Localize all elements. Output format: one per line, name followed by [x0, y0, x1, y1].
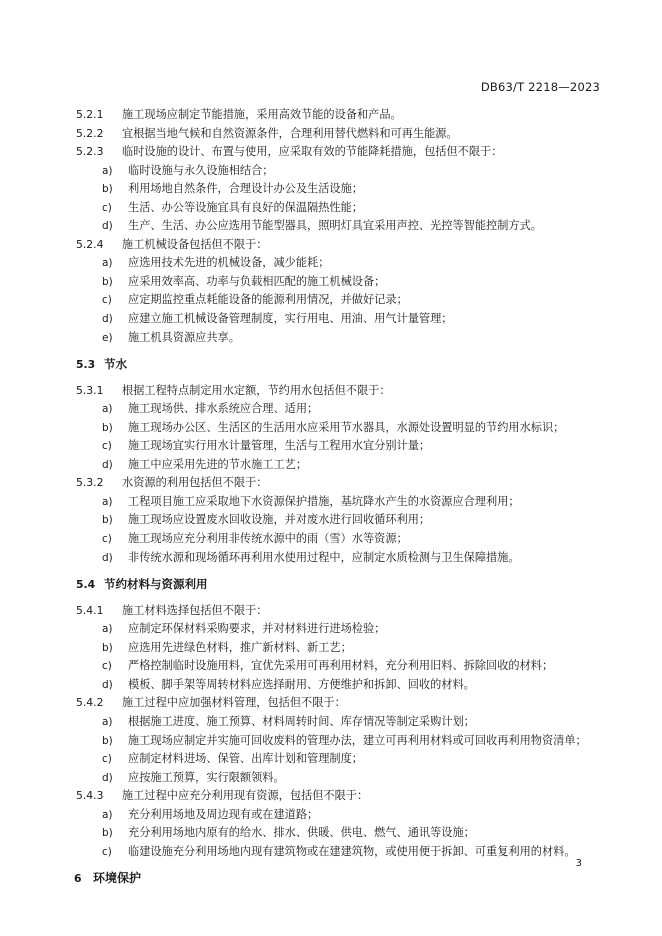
text: 施工中应采用先进的节水施工工艺；	[128, 457, 308, 471]
item-label: a)	[102, 808, 113, 821]
clause-number: 5.3	[76, 358, 96, 372]
text: 临建设施充分利用场地内现有建筑物或在建建筑物，或使用便于拆卸、可重复利用的材料。	[128, 844, 576, 858]
text: 生活、办公等设施宜具有良好的保温隔热性能；	[128, 200, 363, 214]
clause-number: 5.2.2	[76, 126, 104, 140]
item-label: b)	[102, 275, 113, 288]
clause-number: 5.4.3	[76, 789, 104, 803]
list-item	[76, 273, 616, 292]
text: 根据施工进度、施工预算、材料周转时间、库存情况等制定采购计划；	[128, 714, 475, 728]
text: 充分利用场地内原有的给水、排水、供暖、供电、燃气、通讯等设施；	[128, 826, 475, 840]
list-item	[76, 824, 616, 843]
item-label: c)	[102, 660, 112, 673]
spacer	[76, 861, 616, 869]
item-label: b)	[102, 421, 113, 434]
item-label: b)	[102, 827, 113, 840]
list-item	[76, 310, 616, 329]
text: 节水	[104, 357, 127, 372]
item-label: d)	[102, 458, 113, 471]
text: 施工现场应充分利用非传统水源中的雨（雪）水等资源；	[128, 532, 408, 546]
text: 施工现场应设置废水回收设施，并对废水进行回收循环利用；	[128, 513, 431, 527]
item-label: c)	[102, 201, 112, 214]
list-item	[76, 732, 616, 751]
text: 水资源的利用包括但不限于：	[122, 476, 268, 490]
document-code-header: DB63/T 2218—2023	[480, 80, 600, 94]
list-item	[76, 291, 616, 310]
item-label: c)	[102, 753, 112, 766]
item-label: e)	[102, 331, 113, 344]
text: 应定期监控重点耗能设备的能源利用情况，并做好记录；	[128, 293, 408, 307]
text: 环境保护	[93, 871, 142, 886]
clause-number: 5.4.1	[76, 603, 104, 617]
list-item	[76, 530, 616, 549]
list-item	[76, 437, 616, 456]
list-item	[76, 456, 616, 475]
list-item	[76, 217, 616, 236]
item-label: d)	[102, 313, 113, 326]
clause-number: 5.2.3	[76, 145, 104, 159]
list-item	[76, 620, 616, 639]
clause	[76, 236, 616, 255]
item-label: d)	[102, 678, 113, 691]
list-item	[76, 639, 616, 658]
text: 非传统水源和现场循环再利用水使用过程中，应制定水质检测与卫生保障措施。	[128, 550, 520, 564]
item-label: b)	[102, 641, 113, 654]
list-item	[76, 511, 616, 530]
clause-number: 5.3.2	[76, 476, 104, 490]
list-item	[76, 657, 616, 676]
clause	[76, 787, 616, 806]
text: 施工机械设备包括但不限于：	[122, 237, 268, 251]
list-item	[76, 750, 616, 769]
spacer	[76, 374, 616, 382]
spacer	[76, 347, 616, 355]
text: 应采用效率高、功率与负载相匹配的施工机械设备；	[128, 274, 386, 288]
text: 根据工程特点制定用水定额，节约用水包括但不限于：	[122, 383, 391, 397]
text: 施工材料选择包括但不限于：	[122, 603, 268, 617]
clause	[76, 382, 616, 401]
text: 施工现场应制定并实施可回收废料的管理办法，建立可再利用材料或可回收再利用物资清单；	[128, 733, 587, 747]
text: 施工机具资源应共享。	[128, 330, 240, 344]
item-label: a)	[102, 403, 113, 416]
clause-number: 5.3.1	[76, 383, 104, 397]
list-item	[76, 254, 616, 273]
item-label: b)	[102, 734, 113, 747]
list-item	[76, 162, 616, 181]
item-label: d)	[102, 551, 113, 564]
clause-number: 5.4.2	[76, 696, 104, 710]
document-body	[76, 106, 616, 888]
text: 应建立施工机械设备管理制度，实行用电、用油、用气计量管理；	[128, 312, 453, 326]
list-item	[76, 199, 616, 218]
list-item	[76, 549, 616, 568]
text: 施工过程中应充分利用现有资源，包括但不限于：	[122, 789, 369, 803]
chapter-heading	[74, 869, 616, 888]
text: 严格控制临时设施用料，宜优先采用可再利用材料，充分利用旧料、拆除回收的材料；	[128, 659, 554, 673]
list-item	[76, 329, 616, 348]
text: 应选用技术先进的机械设备，减少能耗；	[128, 256, 330, 270]
item-label: a)	[102, 164, 113, 177]
text: 应按施工预算，实行限额领料。	[128, 770, 285, 784]
text: 利用场地自然条件，合理设计办公及生活设施；	[128, 182, 363, 196]
item-label: a)	[102, 257, 113, 270]
list-item	[76, 806, 616, 825]
list-item	[76, 419, 616, 438]
item-label: c)	[102, 440, 112, 453]
spacer	[76, 567, 616, 575]
page-number: 3	[575, 858, 582, 869]
text: 施工现场宜实行用水计量管理，生活与工程用水宜分别计量；	[128, 439, 431, 453]
text: 临时设施的设计、布置与使用，应采取有效的节能降耗措施，包括但不限于：	[122, 145, 503, 159]
list-item	[76, 713, 616, 732]
item-label: a)	[102, 495, 113, 508]
text: 应制定环保材料采购要求，并对材料进行进场检验；	[128, 622, 386, 636]
text: 施工现场办公区、生活区的生活用水应采用节水器具，水源处设置明显的节约用水标识；	[128, 420, 565, 434]
item-label: c)	[102, 294, 112, 307]
clause	[76, 125, 616, 144]
clause-number: 5.2.4	[76, 237, 104, 251]
list-item	[76, 843, 616, 862]
section-heading	[76, 575, 616, 594]
clause-number: 5.4	[76, 578, 96, 592]
list-item	[76, 180, 616, 199]
clause-number: 6	[74, 872, 82, 886]
text: 充分利用场地及周边现有或在建道路；	[128, 807, 319, 821]
clause-number: 5.2.1	[76, 108, 104, 121]
text: 临时设施与永久设施相结合；	[128, 163, 274, 177]
clause	[76, 143, 616, 162]
item-label: c)	[102, 845, 112, 858]
text: 应选用先进绿色材料，推广新材料、新工艺；	[128, 640, 352, 654]
clause	[76, 106, 616, 125]
item-label: d)	[102, 771, 113, 784]
text: 节约材料与资源利用	[104, 577, 208, 592]
list-item	[76, 400, 616, 419]
text: 施工现场供、排水系统应合理、适用；	[128, 402, 319, 416]
text: 生产、生活、办公应选用节能型器具，照明灯具宜采用声控、光控等智能控制方式。	[128, 219, 542, 233]
clause	[76, 602, 616, 621]
spacer	[76, 594, 616, 602]
text: 工程项目施工应采取地下水资源保护措施，基坑降水产生的水资源应合理利用；	[128, 494, 520, 508]
item-label: c)	[102, 533, 112, 546]
item-label: b)	[102, 183, 113, 196]
list-item	[76, 493, 616, 512]
text: 宜根据当地气候和自然资源条件，合理利用替代燃料和可再生能源。	[122, 126, 458, 140]
section-heading	[76, 355, 616, 374]
item-label: b)	[102, 514, 113, 527]
list-item	[76, 676, 616, 695]
item-label: a)	[102, 715, 113, 728]
clause	[76, 474, 616, 493]
text: 施工过程中应加强材料管理，包括但不限于：	[122, 696, 346, 710]
text: 应制定材料进场、保管、出库计划和管理制度；	[128, 752, 363, 766]
list-item	[76, 769, 616, 788]
text: 模板、脚手架等周转材料应选择耐用、方便维护和拆卸、回收的材料。	[128, 677, 475, 691]
item-label: a)	[102, 623, 113, 636]
item-label: d)	[102, 220, 113, 233]
text: 施工现场应制定节能措施，采用高效节能的设备和产品。	[122, 108, 402, 121]
clause	[76, 694, 616, 713]
